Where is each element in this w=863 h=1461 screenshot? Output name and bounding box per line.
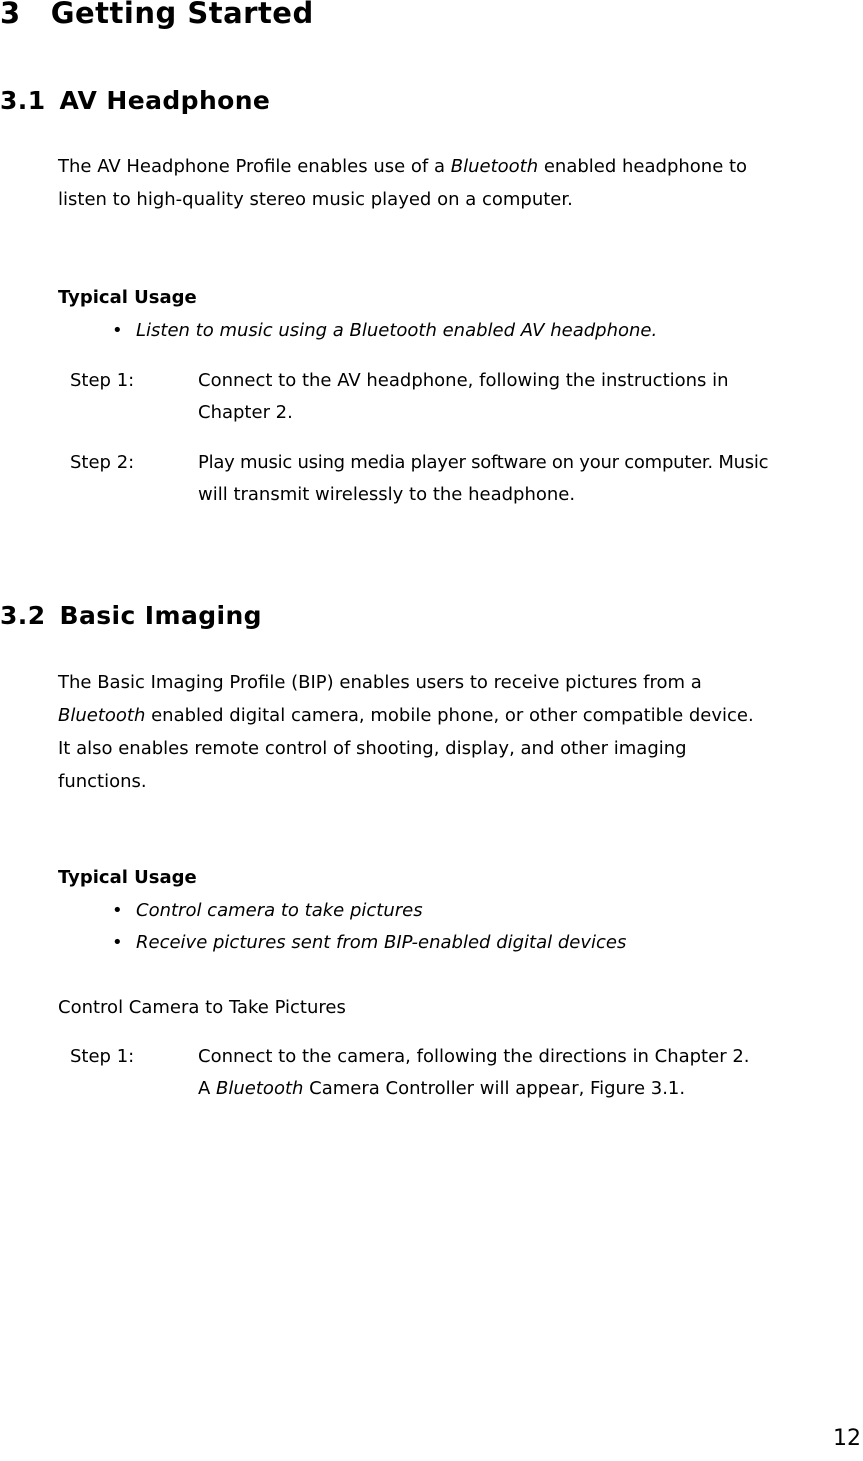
bluetooth-term: Bluetooth [58, 705, 146, 726]
section-heading-av-headphone [0, 86, 270, 115]
step-label: Step 2: [70, 452, 135, 473]
basic-imaging-intro [58, 666, 754, 798]
bullet-icon: • [112, 320, 123, 341]
section-number: 3.2 [0, 601, 46, 630]
step-label: Step 1: [70, 370, 135, 391]
av-headphone-intro [58, 150, 747, 216]
step-text: Connect to the AV headphone, following the instructions in Chapter 2. [198, 370, 729, 423]
intro-line: functions. [58, 771, 147, 792]
chapter-number: 3 [0, 0, 21, 30]
bluetooth-term: Bluetooth [450, 156, 539, 177]
step-text: Connect to the camera, following the directions in Chapter 2. A Bluetooth Camera Controller will appear, Figure 3.1. [198, 1046, 750, 1099]
typical-usage-heading: Typical Usage [58, 287, 197, 308]
section-title: AV Headphone [59, 86, 271, 115]
intro-line: It also enables remote control of shooting, display, and other imaging [58, 738, 687, 759]
bullet-item: Control camera to take pictures [136, 900, 423, 921]
section-title: Basic Imaging [59, 601, 262, 630]
step-label: Step 1: [70, 1046, 135, 1067]
intro-line: listen to high-quality stereo music played on a computer. [58, 189, 573, 210]
section-heading-basic-imaging [0, 601, 262, 630]
chapter-title: Getting Started [50, 0, 314, 30]
page-number: 12 [833, 1426, 861, 1451]
bullet-icon: • [112, 900, 123, 921]
bullet-item: Listen to music using a Bluetooth enabled AV headphone. [136, 320, 658, 341]
typical-usage-heading: Typical Usage [58, 867, 197, 888]
section-number: 3.1 [0, 86, 46, 115]
bluetooth-term: Bluetooth [216, 1078, 304, 1099]
intro-line: Bluetooth enabled digital camera, mobile phone, or other compatible device. [58, 705, 754, 726]
bullet-item: Receive pictures sent from BIP-enabled digital devices [136, 932, 627, 953]
chapter-heading [0, 0, 314, 30]
intro-line: The AV Headphone Profile enables use of a Bluetooth enabled headphone to [58, 156, 748, 177]
bullet-icon: • [112, 932, 123, 953]
step-text: Play music using media player software on your computer. Music will transmit wirelessly to the headphone. [198, 452, 769, 505]
intro-line: The Basic Imaging Profile (BIP) enables users to receive pictures from a [58, 672, 702, 693]
subheading-control-camera: Control Camera to Take Pictures [58, 997, 346, 1018]
